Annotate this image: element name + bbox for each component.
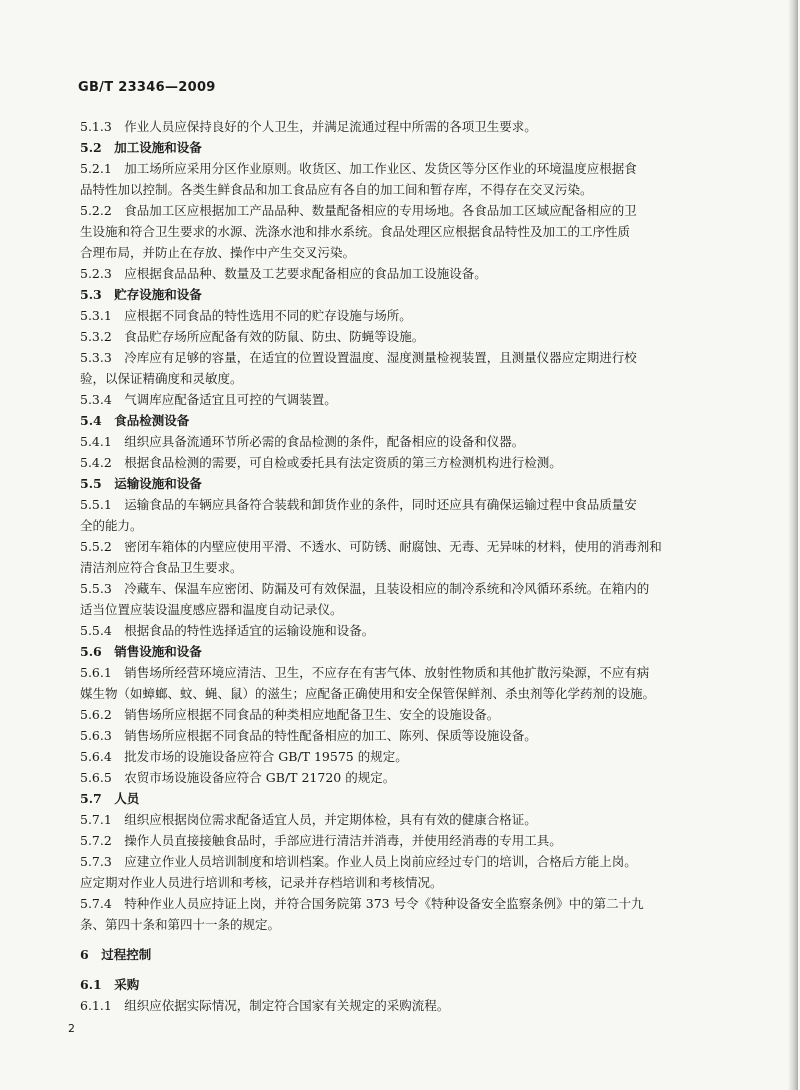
clause-5-7-2: 5.7.2 操作人员直接接触食品时，手部应进行清洁并消毒，并使用经消毒的专用工具。	[80, 833, 562, 848]
clause-5-7-3-cont: 应定期对作业人员进行培训和考核，记录并存档培训和考核情况。	[80, 875, 443, 890]
heading-5-2: 5.2 加工设施和设备	[80, 140, 202, 155]
clause-5-5-1-cont: 全的能力。	[80, 518, 143, 533]
clause-5-6-3: 5.6.3 销售场所应根据不同食品的特性配备相应的加工、陈列、保质等设施设备。	[80, 728, 537, 743]
clause-5-2-2-cont: 合理布局，并防止在存放、操作中产生交叉污染。	[80, 245, 356, 260]
clause-5-6-2: 5.6.2 销售场所应根据不同食品的种类相应地配备卫生、安全的设施设备。	[80, 707, 500, 722]
heading-5-4: 5.4 食品检测设备	[80, 413, 190, 428]
clause-5-1-3: 5.1.3 作业人员应保持良好的个人卫生，并满足流通过程中所需的各项卫生要求。	[80, 119, 537, 134]
clause-5-6-1-cont: 媒生物（如蟑螂、蚊、蝇、鼠）的滋生；应配备正确使用和安全保管保鲜剂、杀虫剂等化学药剂的设施。	[80, 686, 656, 701]
clause-5-2-2: 5.2.2 食品加工区应根据加工产品品种、数量配备相应的专用场地。各食品加工区域应配备相应的卫	[80, 203, 637, 218]
clause-5-5-2-cont: 清洁剂应符合食品卫生要求。	[80, 560, 243, 575]
clause-5-6-1: 5.6.1 销售场所经营环境应清洁、卫生，不应存在有害气体、放射性物质和其他扩散污染源，不应有病	[80, 665, 650, 680]
clause-5-5-4: 5.5.4 根据食品的特性选择适宜的运输设施和设备。	[80, 623, 375, 638]
clause-5-7-4-cont: 条、第四十条和第四十一条的规定。	[80, 917, 281, 932]
clause-5-2-3: 5.2.3 应根据食品品种、数量及工艺要求配备相应的食品加工设施设备。	[80, 266, 487, 281]
clause-5-4-1: 5.4.1 组织应具备流通环节所必需的食品检测的条件，配备相应的设备和仪器。	[80, 434, 525, 449]
heading-5-6: 5.6 销售设施和设备	[80, 644, 202, 659]
scan-edge-shadow	[788, 0, 798, 1090]
clause-5-2-1-cont: 品特性加以控制。各类生鲜食品和加工食品应有各自的加工间和暂存库，不得存在交叉污染。	[80, 182, 593, 197]
clause-5-5-2: 5.5.2 密闭车箱体的内壁应使用平滑、不透水、可防锈、耐腐蚀、无毒、无异味的材料，使用的消毒剂和	[80, 539, 662, 554]
page-number: 2	[68, 1022, 75, 1035]
clause-5-7-4: 5.7.4 特种作业人员应持证上岗，并符合国务院第 373 号令《特种设备安全监察条例》中的第二十九	[80, 896, 644, 911]
clause-5-5-3: 5.5.3 冷藏车、保温车应密闭、防漏及可有效保温，且装设相应的制冷系统和冷风循环系统。在箱内的	[80, 581, 650, 596]
clause-5-5-3-cont: 适当位置应装设温度感应器和温度自动记录仪。	[80, 602, 343, 617]
clause-5-2-1: 5.2.1 加工场所应采用分区作业原则。收货区、加工作业区、发货区等分区作业的环境温度应根据食	[80, 161, 637, 176]
heading-6: 6 过程控制	[80, 947, 152, 962]
clause-5-4-2: 5.4.2 根据食品检测的需要，可自检或委托具有法定资质的第三方检测机构进行检测。	[80, 455, 562, 470]
clause-5-7-1: 5.7.1 组织应根据岗位需求配备适宜人员，并定期体检，具有有效的健康合格证。	[80, 812, 537, 827]
section-gap	[80, 935, 720, 944]
clause-5-3-1: 5.3.1 应根据不同食品的特性选用不同的贮存设施与场所。	[80, 308, 412, 323]
clause-5-3-2: 5.3.2 食品贮存场所应配备有效的防鼠、防虫、防蝇等设施。	[80, 329, 425, 344]
clause-6-1-1: 6.1.1 组织应依据实际情况，制定符合国家有关规定的采购流程。	[80, 998, 450, 1013]
clause-5-3-3: 5.3.3 冷库应有足够的容量，在适宜的位置设置温度、湿度测量检视装置，且测量仪器应定期进行校	[80, 350, 637, 365]
clause-5-3-4: 5.3.4 气调库应配备适宜且可控的气调装置。	[80, 392, 337, 407]
heading-5-7: 5.7 人员	[80, 791, 140, 806]
body-text	[80, 116, 720, 1016]
clause-5-2-2-cont: 生设施和符合卫生要求的水源、洗涤水池和排水系统。食品处理区应根据食品特性及加工的工序性质	[80, 224, 631, 239]
heading-5-3: 5.3 贮存设施和设备	[80, 287, 202, 302]
clause-5-6-4: 5.6.4 批发市场的设施设备应符合 GB/T 19575 的规定。	[80, 749, 408, 764]
heading-6-1: 6.1 采购	[80, 977, 140, 992]
heading-5-5: 5.5 运输设施和设备	[80, 476, 202, 491]
clause-5-3-3-cont: 验，以保证精确度和灵敏度。	[80, 371, 243, 386]
clause-5-5-1: 5.5.1 运输食品的车辆应具备符合装载和卸货作业的条件，同时还应具有确保运输过程中食品质量安	[80, 497, 637, 512]
standard-code: GB/T 23346—2009	[78, 80, 216, 95]
section-gap	[80, 965, 720, 974]
clause-5-7-3: 5.7.3 应建立作业人员培训制度和培训档案。作业人员上岗前应经过专门的培训，合格后方能上岗。	[80, 854, 637, 869]
clause-5-6-5: 5.6.5 农贸市场设施设备应符合 GB/T 21720 的规定。	[80, 770, 396, 785]
